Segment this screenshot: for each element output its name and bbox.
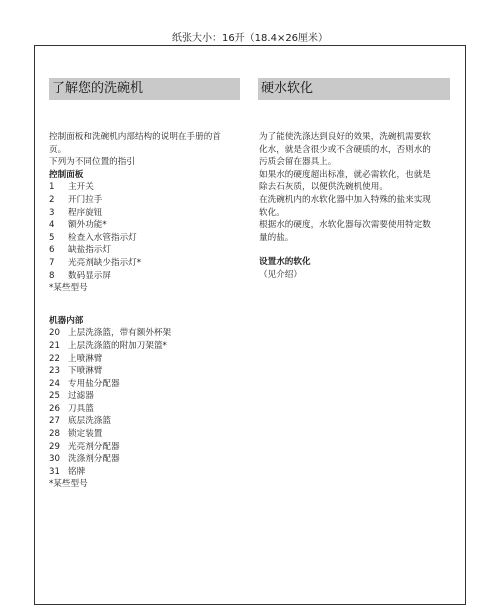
model-note: *某些型号: [49, 479, 88, 490]
item-number: 26: [49, 403, 60, 414]
paper-size-caption: 纸张大小：16开（18.4×26厘米）: [171, 33, 329, 44]
item-label: 洗涤剂分配器: [68, 454, 120, 465]
item-label: 上喷淋臂: [68, 353, 103, 364]
list-item: [49, 365, 244, 378]
list-item: [49, 257, 244, 270]
intro-text: 下列为不同位置的指引: [49, 157, 135, 168]
item-number: 22: [49, 353, 60, 364]
item-label: 铭牌: [68, 466, 86, 477]
item-label: 检查入水管指示灯: [68, 232, 137, 243]
item-number: 25: [49, 391, 60, 402]
intro-text: 页。: [49, 144, 67, 155]
body-text: 除去石灰质，以便供洗碗机使用。: [259, 182, 388, 193]
item-label: 光亮剂分配器: [68, 441, 120, 452]
body-text: 软化。: [259, 207, 285, 218]
list-item: [49, 270, 244, 283]
item-label: 刀具篮: [68, 403, 94, 414]
control-panel-list: [49, 181, 244, 282]
list-item: [49, 403, 244, 416]
list-item: [49, 353, 244, 366]
item-label: 锁定装置: [68, 429, 103, 440]
item-number: 27: [49, 416, 60, 427]
body-text: 污质会留在器具上。: [259, 157, 337, 168]
list-item: [49, 428, 244, 441]
left-section-heading: 了解您的洗碗机: [49, 78, 240, 100]
item-number: 3: [49, 207, 55, 218]
item-number: 23: [49, 366, 60, 377]
list-item: [49, 327, 244, 340]
item-number: 4: [49, 220, 55, 231]
interior-list: [49, 327, 244, 478]
list-item: [49, 466, 244, 479]
body-text: 为了能使洗涤达到良好的效果，洗碗机需要软: [259, 132, 431, 142]
body-text: 根据水的硬度，水软化器每次需要使用特定数: [259, 220, 431, 231]
see-introduction-note: （见介绍）: [259, 269, 302, 280]
item-label: 下喷淋臂: [68, 366, 103, 377]
item-number: 31: [49, 466, 60, 477]
left-column: [49, 131, 244, 491]
item-label: 光亮剂缺少指示灯*: [68, 257, 142, 268]
item-label: 缺盐指示灯: [68, 245, 111, 256]
list-item: [49, 340, 244, 353]
list-item: [49, 181, 244, 194]
interior-title: 机器内部: [49, 315, 84, 326]
item-number: 2: [49, 194, 55, 205]
item-label: 过滤器: [68, 391, 94, 402]
list-item: [49, 378, 244, 391]
list-item: [49, 194, 244, 207]
item-number: 28: [49, 429, 60, 440]
right-column: [259, 131, 459, 282]
item-number: 30: [49, 454, 60, 465]
list-item: [49, 207, 244, 220]
list-item: [49, 390, 244, 403]
item-label: 专用盐分配器: [68, 378, 120, 389]
item-label: 上层洗涤篮的附加刀架篮*: [68, 340, 167, 351]
item-label: 额外功能*: [68, 220, 107, 231]
body-text: 量的盐。: [259, 232, 294, 243]
list-item: [49, 219, 244, 232]
item-number: 21: [49, 340, 60, 351]
list-item: [49, 441, 244, 454]
item-number: 24: [49, 378, 60, 389]
item-number: 20: [49, 328, 60, 339]
item-label: 底层洗涤篮: [68, 416, 111, 427]
item-number: 7: [49, 257, 55, 268]
item-number: 6: [49, 245, 55, 256]
item-label: 上层洗涤篮，带有额外杯架: [68, 328, 172, 339]
list-item: [49, 232, 244, 245]
item-number: 5: [49, 232, 55, 243]
intro-text: 控制面板和洗碗机内部结构的说明在手册的首: [49, 132, 221, 142]
item-label: 开门拉手: [68, 194, 103, 205]
item-label: 数码显示屏: [68, 270, 111, 281]
item-number: 29: [49, 441, 60, 452]
list-item: [49, 415, 244, 428]
body-text: 在洗碗机内的水软化器中加入特殊的盐来实现: [259, 194, 431, 205]
body-text: 如果水的硬度超出标准，就必需软化，也就是: [259, 169, 431, 180]
list-item: [49, 453, 244, 466]
right-section-heading: 硬水软化: [258, 78, 450, 100]
control-panel-title: 控制面板: [49, 169, 84, 180]
body-text: 化水，就是含很少或不含硬质的水，否则水的: [259, 144, 431, 155]
item-label: 程序旋钮: [68, 207, 103, 218]
list-item: [49, 244, 244, 257]
item-number: 8: [49, 270, 55, 281]
item-number: 1: [49, 182, 55, 193]
item-label: 主开关: [68, 182, 94, 193]
model-note: *某些型号: [49, 283, 88, 294]
water-softening-setting-title: 设置水的软化: [259, 257, 311, 268]
